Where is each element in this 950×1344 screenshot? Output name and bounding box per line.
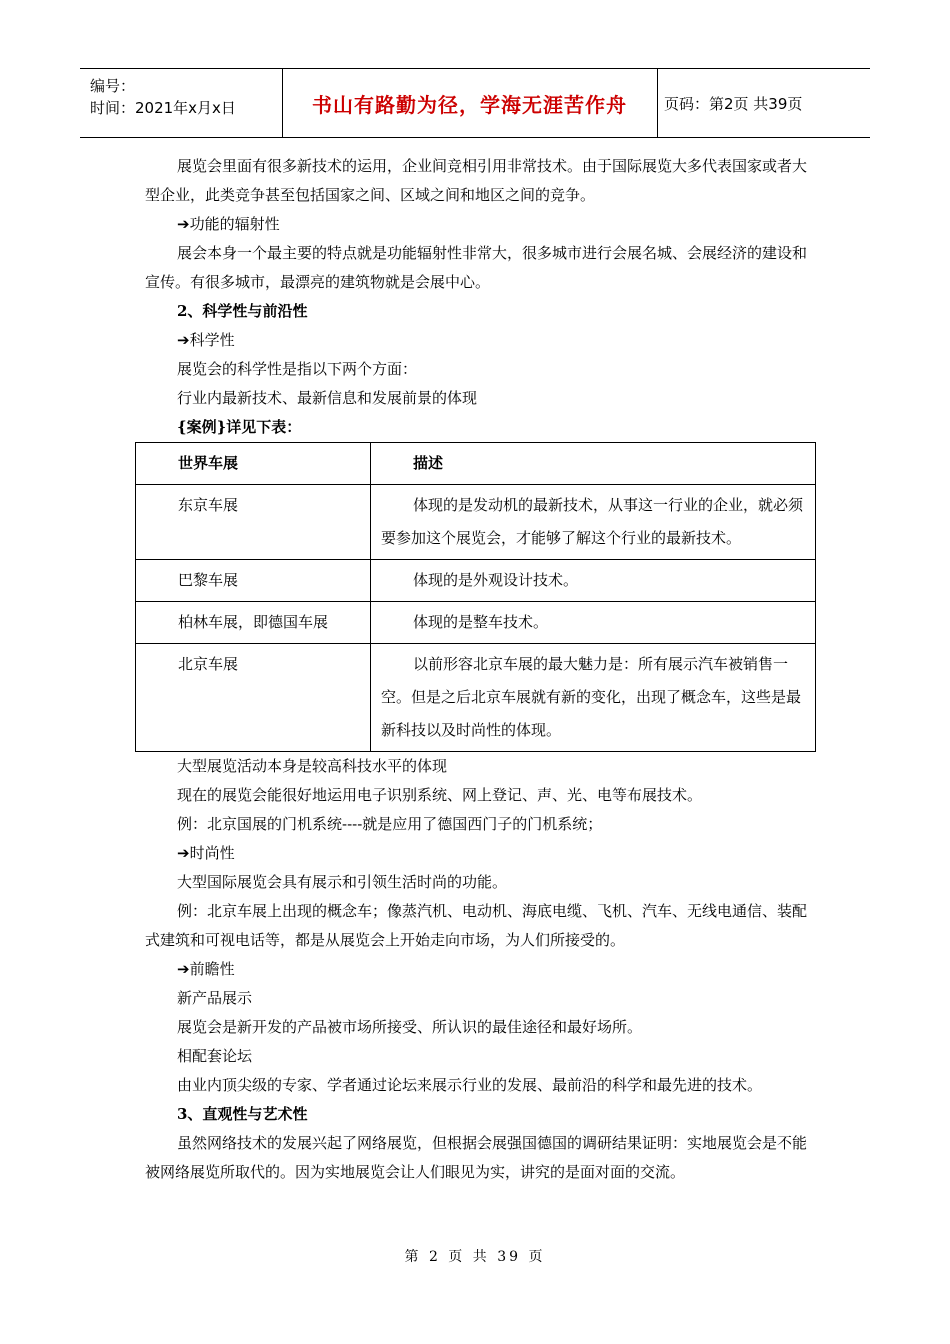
paragraph: 展览会里面有很多新技术的运用，企业间竞相引用非常技术。由于国际展览大多代表国家或者大型企业，此类竞争甚至包括国家之间、区域之间和地区之间的竞争。 (145, 157, 808, 204)
paragraph: 相配套论坛 (177, 1047, 253, 1065)
paragraph: 由业内顶尖级的专家、学者通过论坛来展示行业的发展、最前沿的科学和最先进的技术。 (177, 1076, 763, 1094)
case-label: {案例}详见下表： (177, 418, 302, 436)
auto-show-table (135, 442, 816, 752)
paragraph: 展览会是新开发的产品被市场所接受、所认识的最佳途径和最好场所。 (177, 1018, 643, 1036)
section-heading-fashion (145, 839, 810, 868)
table-row (136, 644, 816, 752)
heading-text: 科学性 (189, 331, 235, 349)
paragraph: 例：北京国展的门机系统----就是应用了德国西门子的门机系统； (177, 815, 603, 833)
header-page-info: 页码：第2页 共39页 (664, 94, 803, 113)
paragraph: 例：北京车展上出现的概念车；像蒸汽机、电动机、海底电缆、飞机、汽车、无线电通信、装配式建筑和可视电话等，都是从展览会上开始走向市场，为人们所接受的。 (145, 902, 808, 949)
heading-text: 前瞻性 (189, 960, 235, 978)
number-label: 编号： (90, 77, 136, 95)
paragraph: 展览会的科学性是指以下两个方面： (177, 360, 418, 378)
page-footer: 第 2 页 共 39 页 (404, 1249, 546, 1265)
header-divider (657, 69, 658, 137)
section-heading-foresight (145, 955, 810, 984)
arrow-icon: ➔ (177, 331, 190, 349)
time-label: 时间：2021年x月x日 (90, 99, 236, 117)
table-cell-name: 柏林车展，即德国车展 (136, 602, 371, 644)
table-row (136, 485, 816, 560)
table-row (136, 560, 816, 602)
paragraph: 新产品展示 (177, 989, 253, 1007)
table-header-cell: 描述 (371, 443, 816, 485)
section-heading-radiation (145, 210, 810, 239)
document-body (145, 152, 810, 1187)
paragraph: 虽然网络技术的发展兴起了网络展览，但根据会展强国德国的调研结果证明：实地展览会是不能被网络展览所取代的。因为实地展览会让人们眼见为实，讲究的是面对面的交流。 (145, 1134, 808, 1181)
paragraph: 现在的展览会能很好地运用电子识别系统、网上登记、声、光、电等布展技术。 (177, 786, 703, 804)
table-cell-desc: 体现的是发动机的最新技术，从事这一行业的企业，就必须要参加这个展览会，才能够了解这个行业的最新技术。 (371, 485, 816, 560)
paragraph: 大型展览活动本身是较高科技水平的体现 (177, 757, 448, 775)
section-heading-science (145, 326, 810, 355)
table-cell-name: 巴黎车展 (136, 560, 371, 602)
heading-text: 功能的辐射性 (189, 215, 280, 233)
table-cell-desc: 以前形容北京车展的最大魅力是：所有展示汽车被销售一空。但是之后北京车展就有新的变化，出现了概念车，这些是最新科技以及时尚性的体现。 (371, 644, 816, 752)
table-cell-desc: 体现的是外观设计技术。 (371, 560, 816, 602)
table-header-row (136, 443, 816, 485)
heading-text: 时尚性 (189, 844, 235, 862)
paragraph: 展会本身一个最主要的特点就是功能辐射性非常大，很多城市进行会展名城、会展经济的建设和宣传。有很多城市，最漂亮的建筑物就是会展中心。 (145, 244, 808, 291)
header-meta (90, 75, 280, 119)
arrow-icon: ➔ (177, 844, 190, 862)
page-header (80, 68, 870, 138)
table-header-cell: 世界车展 (136, 443, 371, 485)
section-heading-2: 2、科学性与前沿性 (177, 302, 308, 320)
table-cell-name: 东京车展 (136, 485, 371, 560)
header-motto: 书山有路勤为径，学海无涯苦作舟 (312, 92, 627, 117)
section-heading-3: 3、直观性与艺术性 (177, 1105, 308, 1123)
arrow-icon: ➔ (177, 215, 190, 233)
paragraph: 大型国际展览会具有展示和引领生活时尚的功能。 (177, 873, 508, 891)
paragraph: 行业内最新技术、最新信息和发展前景的体现 (177, 389, 478, 407)
table-cell-name: 北京车展 (136, 644, 371, 752)
table-row (136, 602, 816, 644)
arrow-icon: ➔ (177, 960, 190, 978)
table-cell-desc: 体现的是整车技术。 (371, 602, 816, 644)
